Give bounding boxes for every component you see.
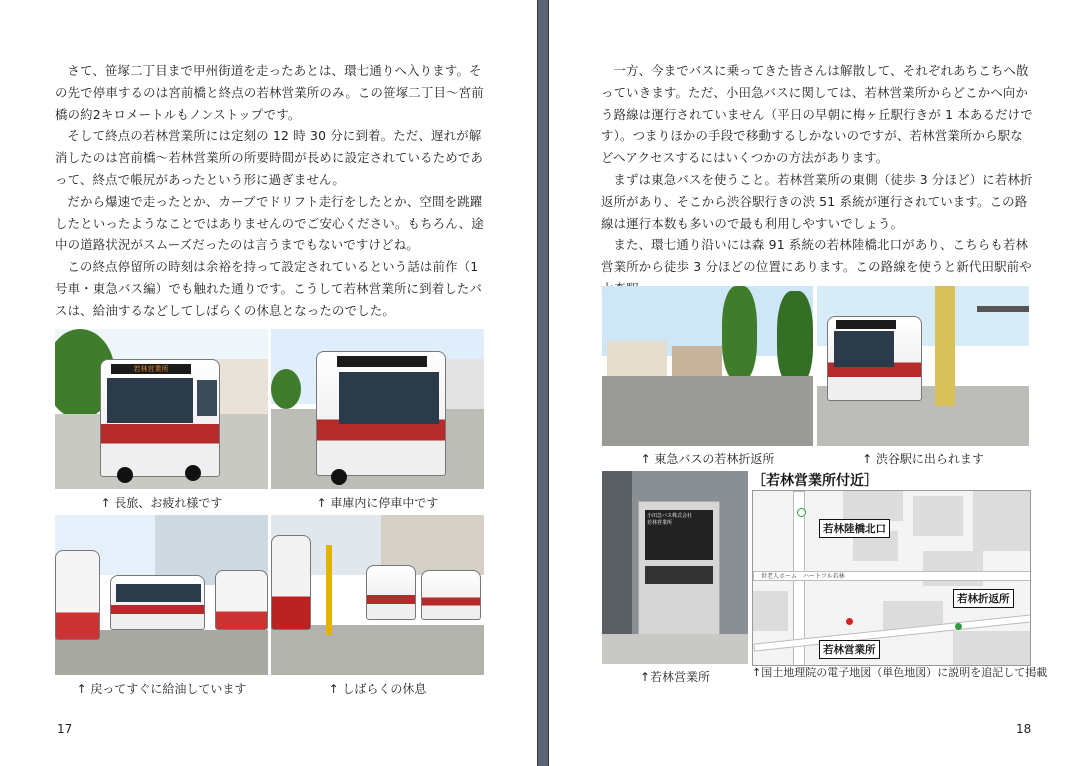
sign-office: 若林営業所 [647,520,673,526]
photo-bus-parked [271,329,484,489]
photo-caption: ↑ 戻ってすぐに給油しています [76,682,247,696]
photo-caption: ↑ しばらくの休息 [328,682,427,696]
right-body-text [601,60,1033,300]
paragraph: だから爆速で走ったとか、カーブでドリフト走行をしたとか、空間を跳躍したといったようなことではありませんのでご安心ください。もちろん、途中の道路状況がスムーズだったのは言うまでもないですけどね。 [55,193,484,253]
bus [110,575,205,630]
bus [55,550,100,640]
bus-destination-sign [836,320,896,329]
bus-destination-sign: 若林営業所 [111,364,191,374]
photo-caption: ↑ 車庫内に停車中です [316,496,439,510]
left-body-text [55,60,487,322]
bus [366,565,416,620]
left-page [0,0,538,766]
photo-caption: ↑若林営業所 [639,670,711,684]
photo-caption: ↑ 渋谷駅に出られます [862,452,984,466]
map-label-wakabayashi-eigyosho: 若林営業所 [819,640,880,659]
bus [316,351,446,476]
page-number: 17 [57,722,73,736]
photo-caption: ↑ 長旅、お疲れ様です [100,496,223,510]
bus [215,570,268,630]
right-page [548,0,1085,766]
photo-turnaround [602,286,813,446]
page-number: 18 [1016,722,1032,736]
map-marker-green [955,623,962,630]
paragraph: さて、笹塚二丁目まで甲州街道を走ったあとは、環七通りへ入ります。その先で停車するのは宮前橋と終点の若林営業所のみ。この笹塚二丁目〜宮前橋の約2キロメートルもノンストップです。 [55,63,484,122]
photo-bus-stop [817,286,1029,446]
photo-caption: ↑ 東急バスの若林折返所 [640,452,775,466]
bus [271,535,311,630]
map-label-wakabayashi-orikaeshijo: 若林折返所 [953,589,1014,608]
paragraph: まずは東急バスを使うこと。若林営業所の東側（徒歩 3 分ほど）に若林折返所があり、そこから渋谷駅行きの渋 51 系統が運行されています。この路線は運行本数も多いので最も利用しやすいでしょう。 [601,171,1033,231]
paragraph: そして終点の若林営業所には定刻の 12 時 30 分に到着。ただ、遅れが解消したのは宮前橋〜若林営業所の所要時間が長めに設定されているためであって、終点で帳尻があったという形に過ぎません。 [55,128,484,187]
map-marker-red [846,618,853,625]
photo-bus-arrived [55,329,268,489]
photo-rest [271,515,484,675]
photo-refueling [55,515,268,675]
paragraph: 一方、今までバスに乗ってきた皆さんは解散して、それぞれあちこちへ散っていきます。ただ、小田急バスに関しては、若林営業所からどこかへ向かう路線は運行されていません（平日の早朝に梅ヶ丘駅行きが 1 本あるだけです）。つまりほかの手段で移動するしかないのですが、若林営業所から駅などへアクセスするにはいくつかの方法があります。 [601,63,1033,166]
photo-office-sign [602,471,748,664]
map-caption: ↑国土地理院の電子地図（単色地図）に説明を追記して掲載 [752,666,1048,679]
map-title: ［若林営業所付近］ [752,473,878,489]
bus [100,359,220,477]
bus [421,570,481,620]
sign-company: 小田急バス株式会社 [647,513,693,519]
bus [827,316,922,401]
area-map [752,490,1031,666]
map-marker-green [797,508,806,517]
paragraph: また、環七通り沿いには森 91 系統の若林陸橋北口があり、こちらも若林営業所から徒歩 3 分ほどの位置にあります。この路線を使うと新代田駅前や [601,237,1032,275]
paragraph: この終点停留所の時刻は余裕を持って設定されているという話は前作（1号車・東急バス編）でも触れた通りです。こうして若林営業所に到着したバスは、給油するなどしてしばらくの休息となったのでした。 [55,259,483,318]
map-street-text: 世老人ホーム ハートフル若林 [761,573,845,580]
bus-destination-sign [337,356,427,367]
map-label-wakabayashi-rikkyo-kitaguchi: 若林陸橋北口 [819,519,890,538]
